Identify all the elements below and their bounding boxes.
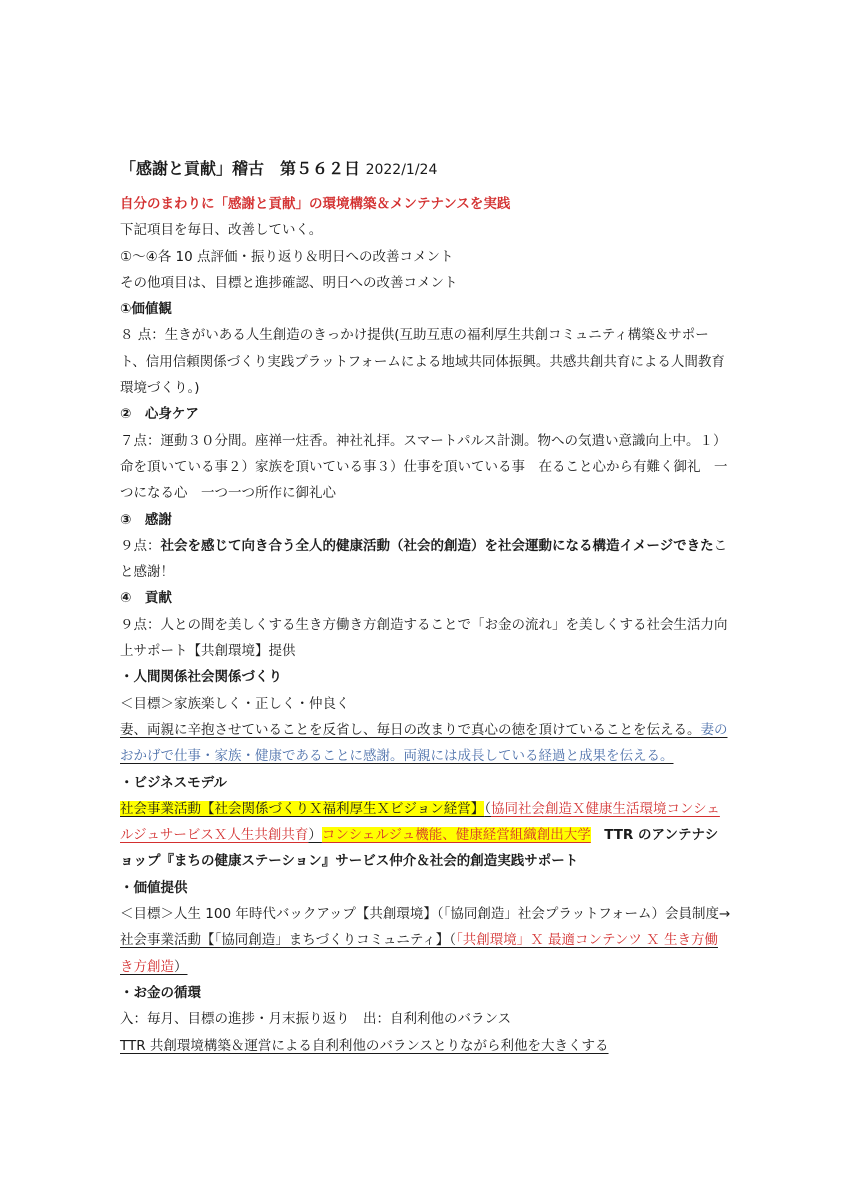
values-heading: ①価値観 — [120, 301, 172, 318]
mind-body-heading: ② 心身ケア — [120, 406, 199, 423]
offer-part-dark: 社会事業活動【「協同創造」まちづくりコミュニティ】（ — [120, 932, 457, 949]
offer-line-1: ＜目標＞人生 100 年時代バックアップ【共創環境】（「協同創造」社会プラットフォーム）会員制度→ — [120, 906, 731, 923]
title-main: 「感謝と貢献」稽古 第５６２日 — [120, 159, 366, 178]
values-text: ８ 点：生きがいある人生創造のきっかけ提供(互助互恵の福利厚生共創コミュニティ構築＆サポート、信用信頼関係づくり実践プラットフォームによる地域共同体振興。共感共創共育による人間教育環境づくり。) — [120, 327, 725, 397]
document-body — [120, 155, 730, 1059]
gratitude-text — [120, 533, 730, 586]
contribution-text: ９点：人との間を美しくする生き方働き方創造することで「お金の流れ」を美しくする社会生活力向上サポート【共創環境】提供 — [120, 616, 728, 660]
gratitude-heading: ③ 感謝 — [120, 511, 172, 528]
money-heading: ・お金の循環 — [120, 984, 201, 1001]
mind-body-text: ７点：運動３０分間。座禅一炷香。神社礼拝。スマートパルス計測。物への気遣い意識向上中。１）命を頂いている事２）家族を頂いている事３）仕事を頂いている事 在ること心から有難く御礼 一つになる心 一つ一つ所作に御礼心 — [120, 432, 728, 502]
intro-line-2: ①～④各 10 点評価・振り返り＆明日への改善コメント — [120, 248, 454, 265]
gratitude-bold-text: 社会を感じて向き合う全人的健康活動（社会的創造）を社会運動になる構造イメージできた — [160, 537, 714, 554]
offer-line-2 — [120, 927, 730, 980]
intro-line-1: 下記項目を毎日、改善していく。 — [120, 222, 323, 239]
relations-text — [120, 717, 730, 770]
gratitude-score: ９点： — [120, 537, 161, 554]
money-line-1: 入：毎月、目標の進捗・月末振り返り 出：自利利他のバランス — [120, 1011, 512, 1028]
offer-part-red: 「共創環境」Ｘ 最適コンテンツ Ｘ 生き方働き方創造 — [120, 932, 718, 975]
business-part-4: ） — [308, 827, 322, 844]
business-part-5: コンシェルジュ機能、健康経営組織創出大学 — [321, 827, 591, 844]
business-part-6: TTR のアンテナショップ『まちの健康ステーション』サービス仲介＆社会的創造実践サポート — [120, 827, 719, 870]
business-part-2: （ — [484, 800, 491, 817]
page-title — [120, 155, 730, 184]
relations-text-dark: 妻、両親に辛抱させていることを反省し、毎日の改まりで真心の徳を頂けていることを伝える。 — [120, 721, 701, 738]
gratitude-rest-text: こと感謝！ — [120, 537, 728, 581]
relations-text-blue: 妻のおかげで仕事・家族・健康であることに感謝。両親には成長している経過と成果を伝える。 — [120, 721, 728, 765]
intro-line-3: その他項目は、目標と進捗確認、明日への改善コメント — [120, 274, 458, 291]
business-heading: ・ビジネスモデル — [120, 774, 227, 791]
relations-goal: ＜目標＞家族楽しく・正しく・仲良く — [120, 695, 350, 712]
business-part-3: 協同社会創造Ｘ健康生活環境コンシェルジュサービスＸ人生共創共育 — [120, 800, 720, 844]
offer-heading: ・価値提供 — [120, 879, 188, 896]
business-part-1: 社会事業活動【社会関係づくりＸ福利厚生Ｘビジョン経営】 — [120, 800, 485, 817]
money-line-2: TTR 共創環境構築＆運営による自利利他のバランスとりながら利他を大きくする — [120, 1037, 609, 1054]
title-date: 2022/1/24 — [365, 162, 438, 178]
offer-part-end: ） — [174, 958, 188, 975]
intro-headline: 自分のまわりに「感謝と貢献」の環境構築＆メンテナンスを実践 — [120, 196, 511, 212]
business-text — [120, 796, 730, 875]
contribution-heading: ④ 貢献 — [120, 590, 172, 607]
relations-heading: ・人間関係社会関係づくり — [120, 669, 282, 686]
